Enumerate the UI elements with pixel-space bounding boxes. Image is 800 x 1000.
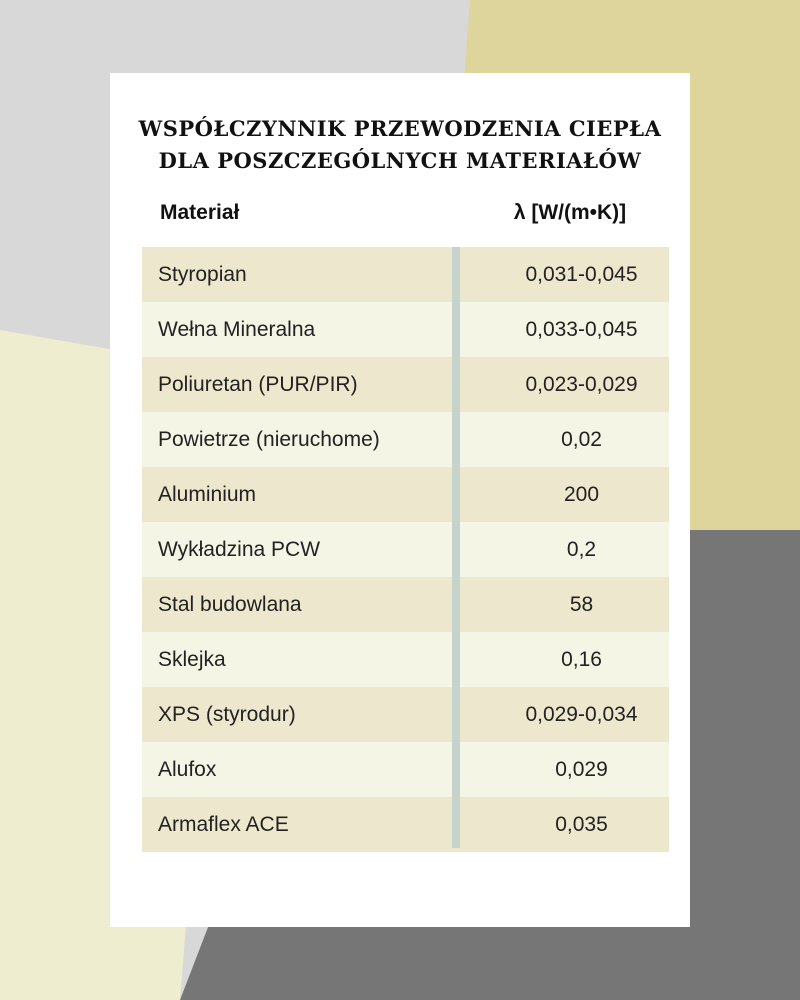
value-cell: 0,031-0,045: [525, 262, 638, 286]
value-cell: 200: [563, 482, 600, 506]
value-cell: 58: [569, 592, 594, 616]
material-cell: Stal budowlana: [158, 592, 302, 616]
material-cell: Wykładzina PCW: [158, 537, 321, 561]
value-cell: 0,029: [555, 757, 608, 781]
material-cell: Aluminium: [158, 482, 257, 506]
material-cell: Alufox: [158, 757, 217, 781]
material-cell: XPS (styrodur): [158, 702, 296, 726]
value-cell: 0,029-0,034: [525, 702, 638, 726]
table-row: [142, 467, 669, 522]
conductivity-table: [142, 247, 669, 852]
info-card: [110, 73, 690, 927]
material-cell: Sklejka: [158, 647, 226, 671]
table-row: [142, 687, 669, 742]
material-cell: Wełna Mineralna: [158, 317, 316, 341]
table-row: [142, 632, 669, 687]
value-cell: 0,033-0,045: [525, 317, 638, 341]
material-cell: Styropian: [158, 262, 247, 286]
value-cell: 0,023-0,029: [525, 372, 638, 396]
value-cell: 0,035: [555, 812, 608, 836]
material-cell: Armaflex ACE: [158, 812, 289, 836]
table-row: [142, 742, 669, 797]
material-cell: Powietrze (nieruchome): [158, 427, 380, 451]
page-title: [110, 113, 690, 177]
table-row: [142, 412, 669, 467]
table-row: [142, 797, 669, 852]
header-material: Materiał: [160, 201, 240, 224]
value-cell: 0,02: [561, 427, 602, 451]
header-lambda: λ [W/(m•K)]: [513, 201, 627, 224]
title-line-1: WSPÓŁCZYNNIK PRZEWODZENIA CIEPŁA: [138, 116, 662, 141]
table-row: [142, 357, 669, 412]
column-divider: [452, 247, 460, 848]
table-row: [142, 302, 669, 357]
title-line-2: DLA POSZCZEGÓLNYCH MATERIAŁÓW: [158, 148, 642, 173]
value-cell: 0,16: [561, 647, 602, 671]
value-cell: 0,2: [566, 537, 597, 561]
table-row: [142, 522, 669, 577]
table-row: [142, 247, 669, 302]
table-row: [142, 577, 669, 632]
material-cell: Poliuretan (PUR/PIR): [158, 372, 358, 396]
